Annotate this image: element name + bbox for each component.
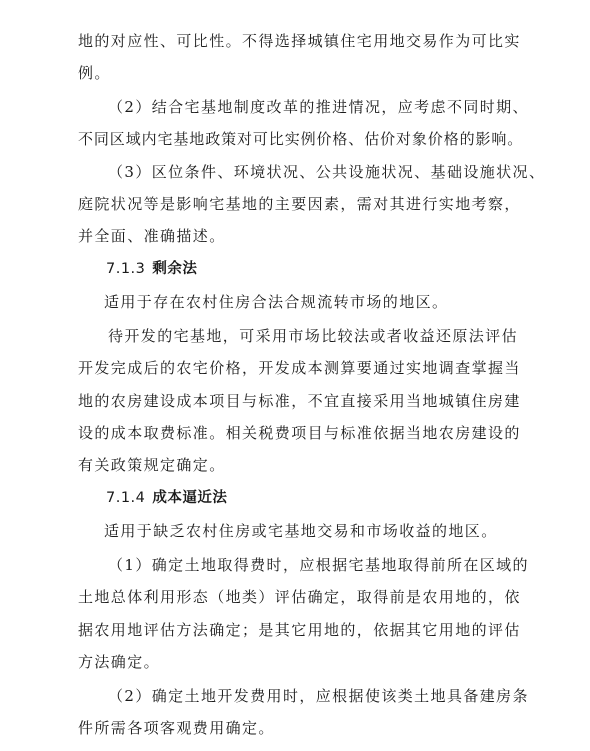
paragraph-line: （1）确定土地取得费时，应根据宅基地取得前所在区域的 [108, 556, 529, 574]
section-heading-7-1-4 [106, 486, 227, 510]
section-title: 成本逼近法 [152, 490, 228, 506]
paragraph-line: 适用于缺乏农村住房或宅基地交易和市场收益的地区。 [104, 522, 498, 540]
section-number: 7.1.4 [106, 490, 146, 506]
paragraph-line: 适用于存在农村住房合法合规流转市场的地区。 [104, 293, 449, 311]
paragraph-line: （3）区位条件、环境状况、公共设施状况、基础设施状况、 [108, 163, 546, 181]
paragraph-line: 设的成本取费标准。相关税费项目与标准依据当地农房建设的 [78, 424, 521, 442]
paragraph-line: 有关政策规定确定。 [78, 456, 226, 474]
paragraph-line: 地的农房建设成本项目与标准，不宜直接采用当地城镇住房建 [78, 392, 521, 410]
paragraph-line: （2）结合宅基地制度改革的推进情况，应考虑不同时期、 [108, 98, 529, 116]
paragraph-line: （2）确定土地开发费用时，应根据使该类土地具备建房条 [108, 687, 529, 705]
paragraph-line: 据农用地评估方法确定；是其它用地的，依据其它用地的评估 [78, 621, 521, 639]
section-title: 剩余法 [152, 261, 198, 277]
paragraph-line: 庭院状况等是影响宅基地的主要因素，需对其进行实地考察， [78, 195, 521, 213]
paragraph-line: 地的对应性、可比性。不得选择城镇住宅用地交易作为可比实 [78, 32, 521, 50]
paragraph-line: 开发完成后的农宅价格，开发成本测算要通过实地调查掌握当 [78, 359, 521, 377]
section-number: 7.1.3 [106, 261, 146, 277]
section-heading-7-1-3 [106, 257, 197, 281]
paragraph-line: 待开发的宅基地，可采用市场比较法或者收益还原法评估 [108, 327, 519, 345]
paragraph-line: 土地总体利用形态（地类）评估确定，取得前是农用地的，依 [78, 588, 521, 606]
paragraph-line: 并全面、准确描述。 [78, 227, 226, 245]
paragraph-line: 例。 [78, 64, 111, 82]
paragraph-line: 不同区域内宅基地政策对可比实例价格、估价对象价格的影响。 [78, 130, 524, 148]
paragraph-line: 方法确定。 [78, 653, 161, 671]
paragraph-line: 件所需各项客观费用确定。 [78, 719, 275, 737]
